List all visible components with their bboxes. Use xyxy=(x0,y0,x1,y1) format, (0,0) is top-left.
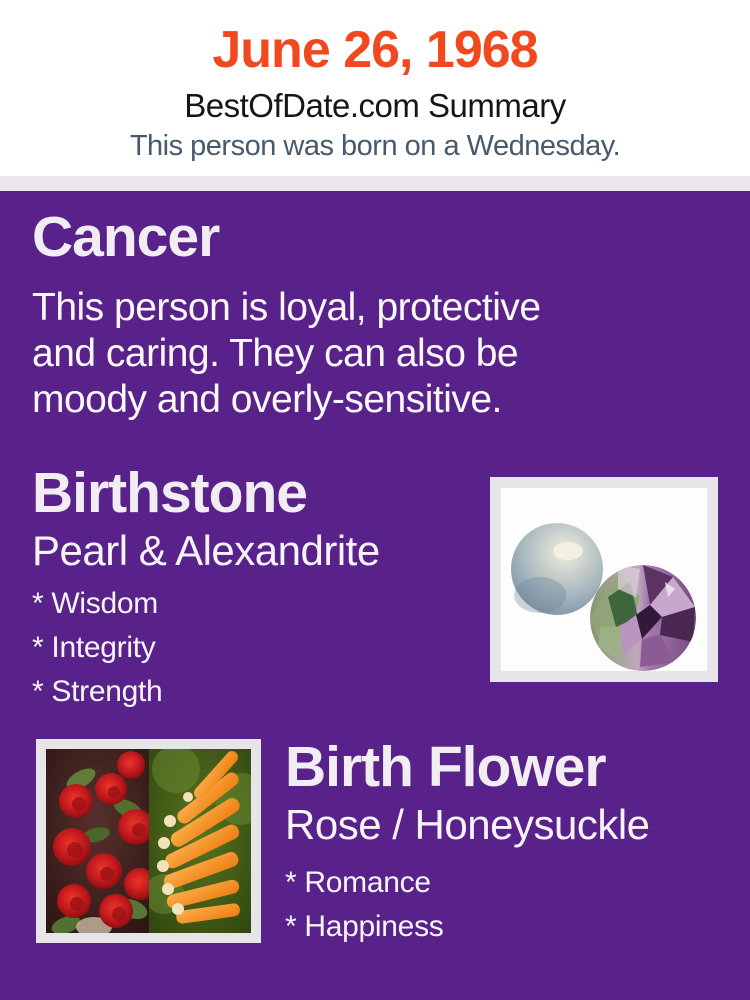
birthstone-photo xyxy=(490,477,718,682)
zodiac-description xyxy=(32,285,541,423)
site-summary-title: BestOfDate.com Summary xyxy=(184,87,566,124)
birthstone-traits xyxy=(32,582,380,714)
birth-flower-trait: * Happiness xyxy=(285,910,444,943)
birthstone-block xyxy=(32,463,380,714)
birth-flower-title: Birth Flower xyxy=(285,735,606,799)
born-day-note: This person was born on a Wednesday. xyxy=(129,130,621,162)
page-title-date: June 26, 1968 xyxy=(212,21,538,79)
birthstone-trait: * Wisdom xyxy=(32,587,158,620)
birth-flower-block xyxy=(285,737,650,949)
birth-flower-trait: * Romance xyxy=(285,866,431,899)
birth-flower-traits xyxy=(285,861,650,949)
birthstone-trait: * Strength xyxy=(32,675,163,708)
birthstone-names: Pearl & Alexandrite xyxy=(32,527,380,574)
birth-flower-photo xyxy=(36,739,261,943)
birthstone-title: Birthstone xyxy=(32,461,307,525)
zodiac-description-line: moody and overly-sensitive. xyxy=(32,378,502,421)
birth-flower-names: Rose / Honeysuckle xyxy=(285,801,650,848)
details-section xyxy=(0,191,750,1000)
zodiac-sign-title: Cancer xyxy=(32,205,220,269)
roses-and-honeysuckle-image xyxy=(36,739,261,943)
zodiac-description-line: This person is loyal, protective xyxy=(32,286,541,329)
header xyxy=(0,0,750,176)
divider-bar xyxy=(0,176,750,191)
birthstone-trait: * Integrity xyxy=(32,631,156,664)
pearl-and-alexandrite-image xyxy=(490,477,718,682)
zodiac-description-line: and caring. They can also be xyxy=(32,332,519,375)
